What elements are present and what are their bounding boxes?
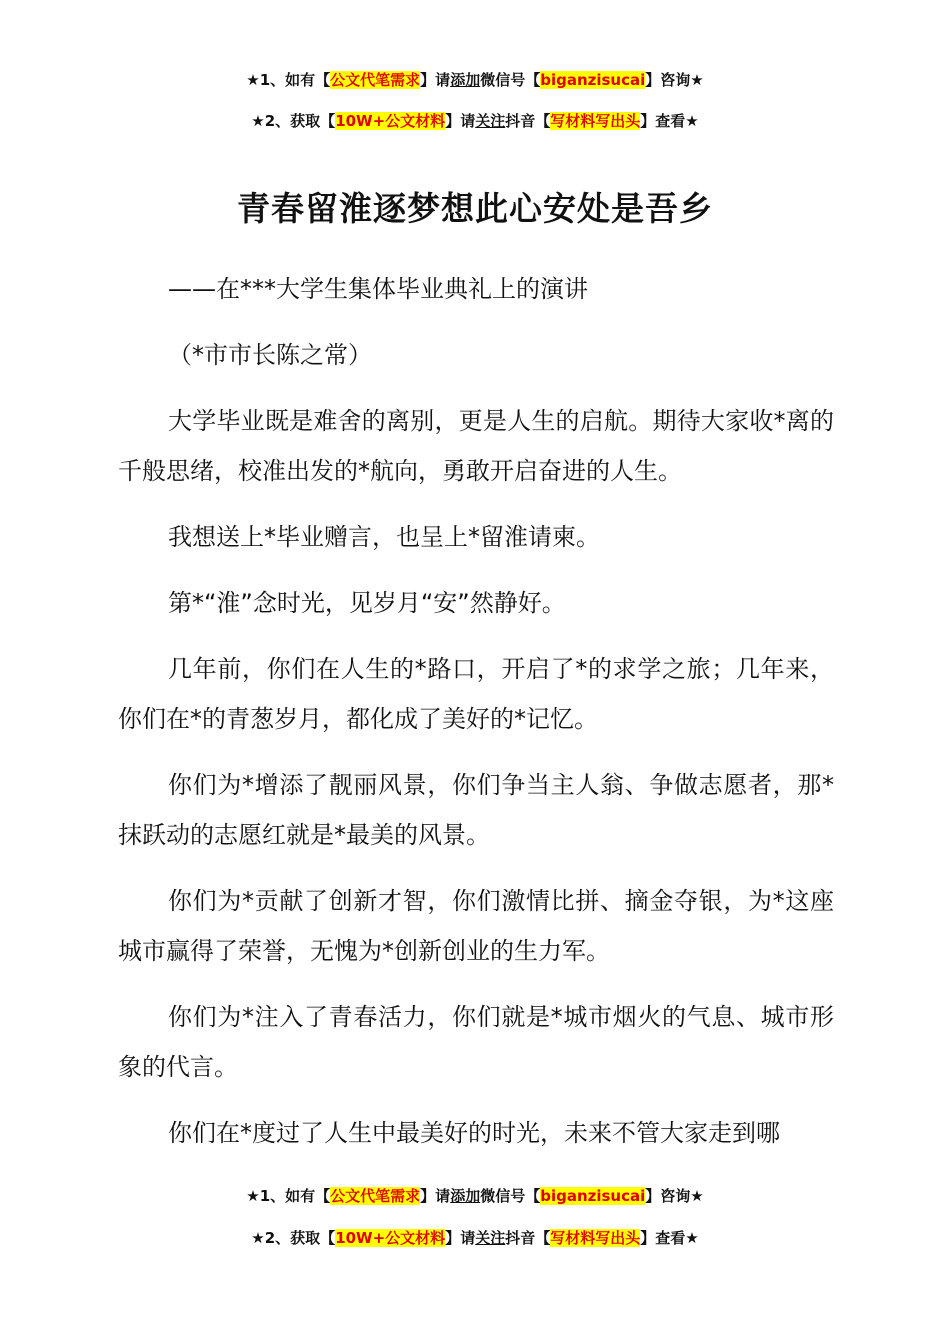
document-title: 青春留淮逐梦想此心安处是吾乡 [237,189,713,228]
subtitle: ——在***大学生集体毕业典礼上的演讲 [168,275,588,303]
paragraph: 你们为*贡献了创新才智，你们激情比拼、摘金夺银，为*这座城市赢得了荣誉，无愧为*创新创业的生力军。 [118,887,834,965]
notice-underline: 关注 [475,112,506,130]
header-notice-line-1 [0,70,950,90]
document-body [118,264,834,1174]
speaker-line: （*市市长陈之常） [168,341,372,369]
paragraph: 我想送上*毕业赠言，也呈上*留淮请柬。 [168,523,600,551]
footer-notice-line-2 [0,1228,950,1248]
paragraph: 大学毕业既是难舍的离别，更是人生的启航。期待大家收*离的千般思绪，校准出发的*航向，勇敢开启奋进的人生。 [118,407,834,485]
notice-text: 】请 [420,1187,451,1205]
notice-underline: 添加 [450,1187,481,1205]
notice-underline: 添加 [450,71,481,89]
wechat-id-highlight: biganzisucai [540,1187,646,1205]
notice-underline: 关注 [475,1229,506,1247]
paragraph: 你们在*度过了人生中最美好的时光，未来不管大家走到哪 [168,1119,780,1147]
notice-text: 】请 [445,112,476,130]
header-notice-line-2 [0,111,950,131]
notice-text: 】查看★ [640,112,699,130]
notice-text: ★1、如有【 [246,1187,331,1205]
notice-highlight: 10W+公文材料 [335,112,446,130]
notice-text: 】咨询★ [645,71,704,89]
footer-notice-line-1 [0,1186,950,1206]
paragraph: 你们为*增添了靓丽风景，你们争当主人翁、争做志愿者，那*抹跃动的志愿红就是*最美的风景。 [118,771,834,849]
notice-text: 微信号【 [480,1187,541,1205]
paragraph: 第*“淮”念时光，见岁月“安”然静好。 [168,589,566,617]
notice-text: 】请 [420,71,451,89]
notice-highlight: 10W+公文材料 [335,1229,446,1247]
notice-text: ★2、获取【 [251,1229,336,1247]
wechat-id-highlight: biganzisucai [540,71,646,89]
paragraph: 你们为*注入了青春活力，你们就是*城市烟火的气息、城市形象的代言。 [118,1003,834,1081]
notice-text: 抖音【 [505,112,551,130]
paragraph: 几年前，你们在人生的*路口，开启了*的求学之旅；几年来，你们在*的青葱岁月，都化成了美好的*记忆。 [118,655,834,733]
notice-text: ★1、如有【 [246,71,331,89]
notice-text: ★2、获取【 [251,112,336,130]
notice-text: 微信号【 [480,71,541,89]
notice-text: 】请 [445,1229,476,1247]
notice-text: 抖音【 [505,1229,551,1247]
notice-highlight: 公文代笔需求 [330,71,421,89]
douyin-id-highlight: 写材料写出头 [550,1229,641,1247]
douyin-id-highlight: 写材料写出头 [550,112,641,130]
notice-highlight: 公文代笔需求 [330,1187,421,1205]
notice-text: 】咨询★ [645,1187,704,1205]
notice-text: 】查看★ [640,1229,699,1247]
